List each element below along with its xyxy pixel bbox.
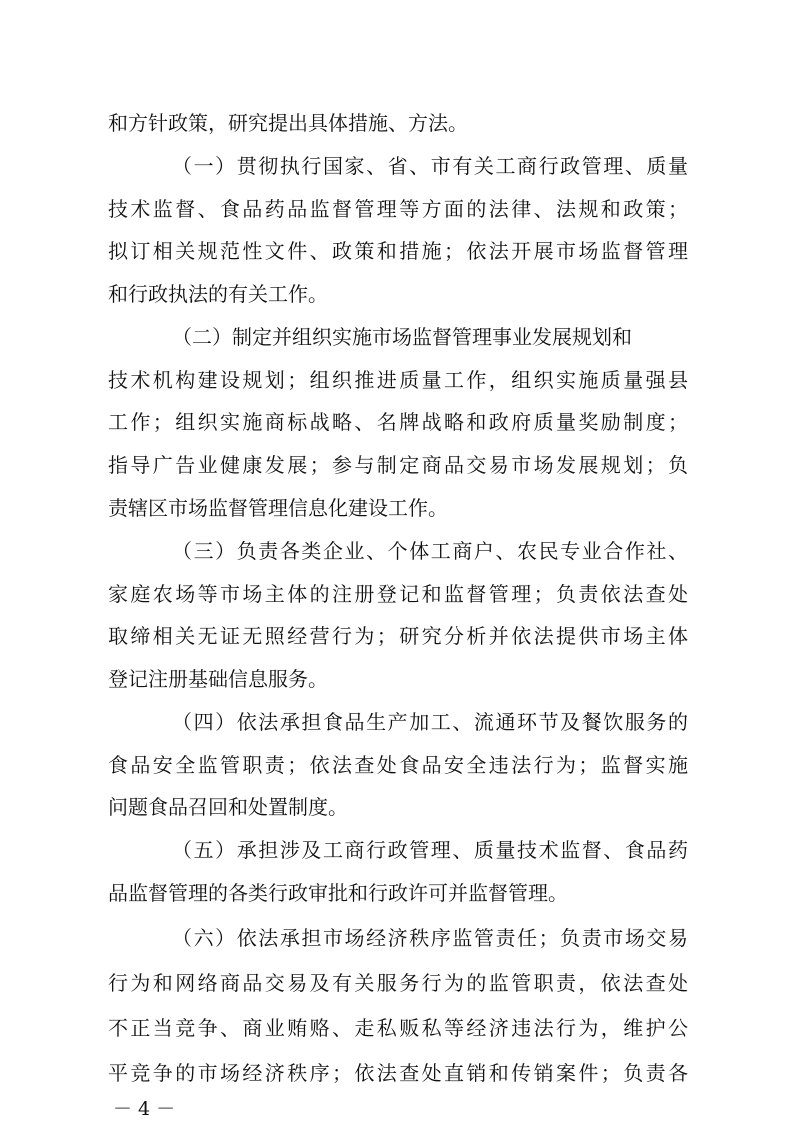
- text-line: 技术机构建设规划；组织推进质量工作，组织实施质量强县: [108, 368, 688, 392]
- text-line: （三）负责各类企业、个体工商户、农民专业合作社、: [172, 539, 688, 563]
- text-line: 技术监督、食品药品监督管理等方面的法律、法规和政策；: [108, 197, 688, 221]
- page-number: － 4 －: [113, 1098, 176, 1120]
- text-line: 家庭农场等市场主体的注册登记和监督管理；负责依法查处: [108, 582, 688, 606]
- text-line: （一）贯彻执行国家、省、市有关工商行政管理、质量: [172, 154, 688, 178]
- text-line: 登记注册基础信息服务。: [108, 667, 328, 691]
- text-line: 工作；组织实施商标战略、名牌战略和政府质量奖励制度；: [108, 410, 688, 434]
- text-line: 和方针政策，研究提出具体措施、方法。: [108, 111, 468, 135]
- text-line: 不正当竞争、商业贿赂、走私贩私等经济违法行为，维护公: [108, 1016, 688, 1040]
- text-line: 品监督管理的各类行政审批和行政许可并监督管理。: [108, 881, 568, 905]
- text-line: 平竞争的市场经济秩序；依法查处直销和传销案件；负责各: [108, 1061, 688, 1085]
- text-line: 责辖区市场监督管理信息化建设工作。: [108, 496, 448, 520]
- text-line: 和行政执法的有关工作。: [108, 282, 328, 306]
- text-line: （六）依法承担市场经济秩序监管责任；负责市场交易: [172, 926, 688, 950]
- text-line: 指导广告业健康发展；参与制定商品交易市场发展规划；负: [108, 453, 688, 477]
- text-line: （二）制定并组织实施市场监督管理事业发展规划和: [172, 325, 632, 349]
- text-line: 行为和网络商品交易及有关服务行为的监管职责，依法查处: [108, 971, 688, 995]
- text-line: （五）承担涉及工商行政管理、质量技术监督、食品药: [172, 838, 688, 862]
- text-line: 问题食品召回和处置制度。: [108, 795, 348, 819]
- text-line: 食品安全监管职责；依法查处食品安全违法行为；监督实施: [108, 753, 688, 777]
- text-line: （四）依法承担食品生产加工、流通环节及餐饮服务的: [172, 710, 688, 734]
- text-line: 取缔相关无证无照经营行为；研究分析并依法提供市场主体: [108, 624, 688, 648]
- text-line: 拟订相关规范性文件、政策和措施；依法开展市场监督管理: [108, 239, 688, 263]
